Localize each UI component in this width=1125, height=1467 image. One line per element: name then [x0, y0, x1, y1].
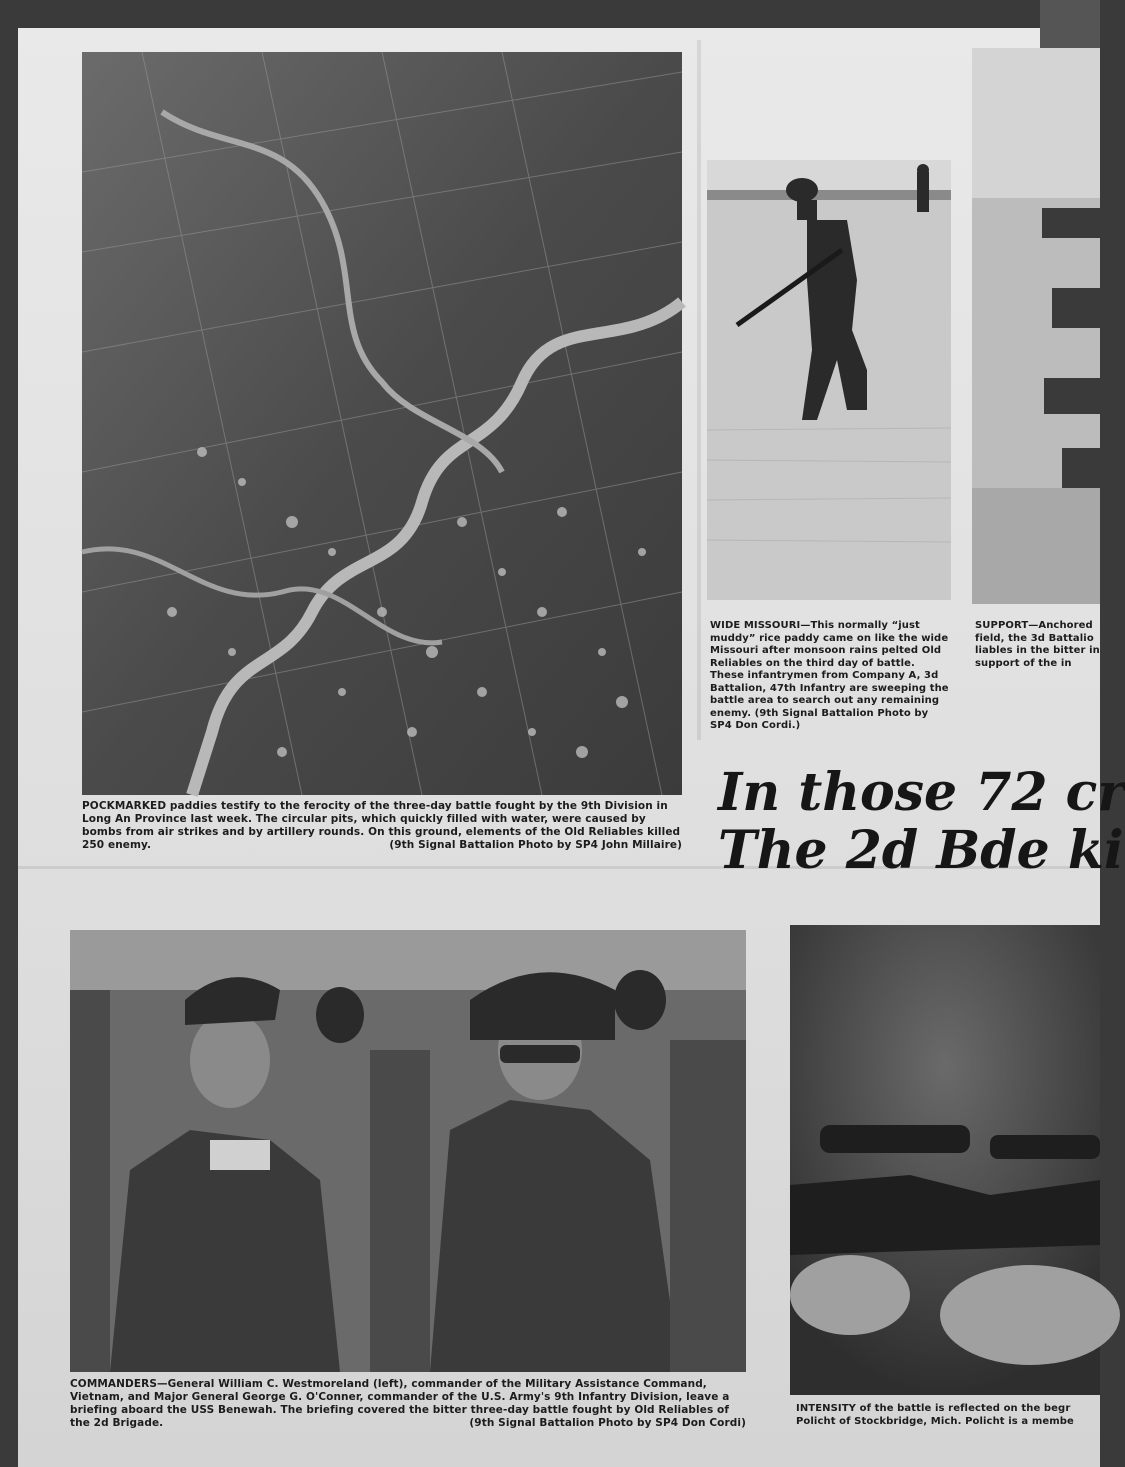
commanders-caption-credit: (9th Signal Battalion Photo by SP4 Don Cordi) [469, 1417, 746, 1429]
support-photo [972, 48, 1100, 604]
artillery-boats-photo [972, 48, 1100, 604]
headline-line-1: In those 72 cr [718, 762, 1125, 823]
support-caption-text: —Anchored field, the 3d Battalio liables in the bitter in support of the in [975, 620, 1100, 669]
aerial-caption-credit: (9th Signal Battalion Photo by SP4 John Millaire) [389, 839, 682, 851]
aerial-caption-text: paddies testify to the ferocity of the three-day battle fought by the 9th Division in Long An Province last week. The circular pits, which quickly filled with water, were caused by bombs from air strikes and by artillery rounds. On this ground, elements of the Old Reliables killed 250 enemy. [82, 800, 681, 851]
aerial-caption-lead: POCKMARKED [82, 800, 167, 812]
commanders-caption-text: —General William C. Westmoreland (left), commander of the Military Assistance Command, Vietnam, and Major General George G. O'Conner, commander of the U.S. Army's 9th Infantry Division, leave a briefing aboard the USS Benewah. The briefing covered the bitter three-day battle fought by Old Reliables of the 2d Brigade. [70, 1378, 730, 1429]
intensity-caption [796, 1402, 1100, 1432]
aerial-photo [82, 52, 682, 795]
commanders-photo [70, 930, 746, 1372]
headline-line-2: The 2d Bde ki [718, 820, 1124, 881]
commanders-caption [70, 1378, 746, 1430]
intensity-caption-text: of the battle is reflected on the begr Policht of Stockbridge, Mich. Policht is a membe [796, 1403, 1074, 1427]
soldier-caption-lead: WIDE MISSOURI [710, 620, 801, 631]
soldier-wading-photo [707, 160, 951, 600]
support-caption-lead: SUPPORT [975, 620, 1029, 631]
aerial-rice-paddies-photo [82, 52, 682, 795]
intensity-photo [790, 925, 1100, 1395]
commanders-caption-lead: COMMANDERS [70, 1378, 157, 1390]
battle-smoke-photo [790, 925, 1100, 1395]
soldier-caption [710, 620, 950, 733]
soldier-photo [707, 160, 951, 600]
intensity-caption-lead: INTENSITY [796, 1403, 856, 1414]
soldier-caption-text: —This normally “just muddy” rice paddy came on like the wide Missouri after monsoon rains pelted Old Reliables on the third day of battle. These infantrymen from Company A, 3d Battalion, 47th Infantry are sweeping the battle area to search out any remaining enemy. (9th Signal Battalion Photo by SP4 Don Cordi.) [710, 620, 949, 731]
commanders-group-photo [70, 930, 746, 1372]
aerial-caption [82, 800, 682, 852]
vertical-fold [697, 40, 701, 740]
support-caption [975, 620, 1100, 669]
